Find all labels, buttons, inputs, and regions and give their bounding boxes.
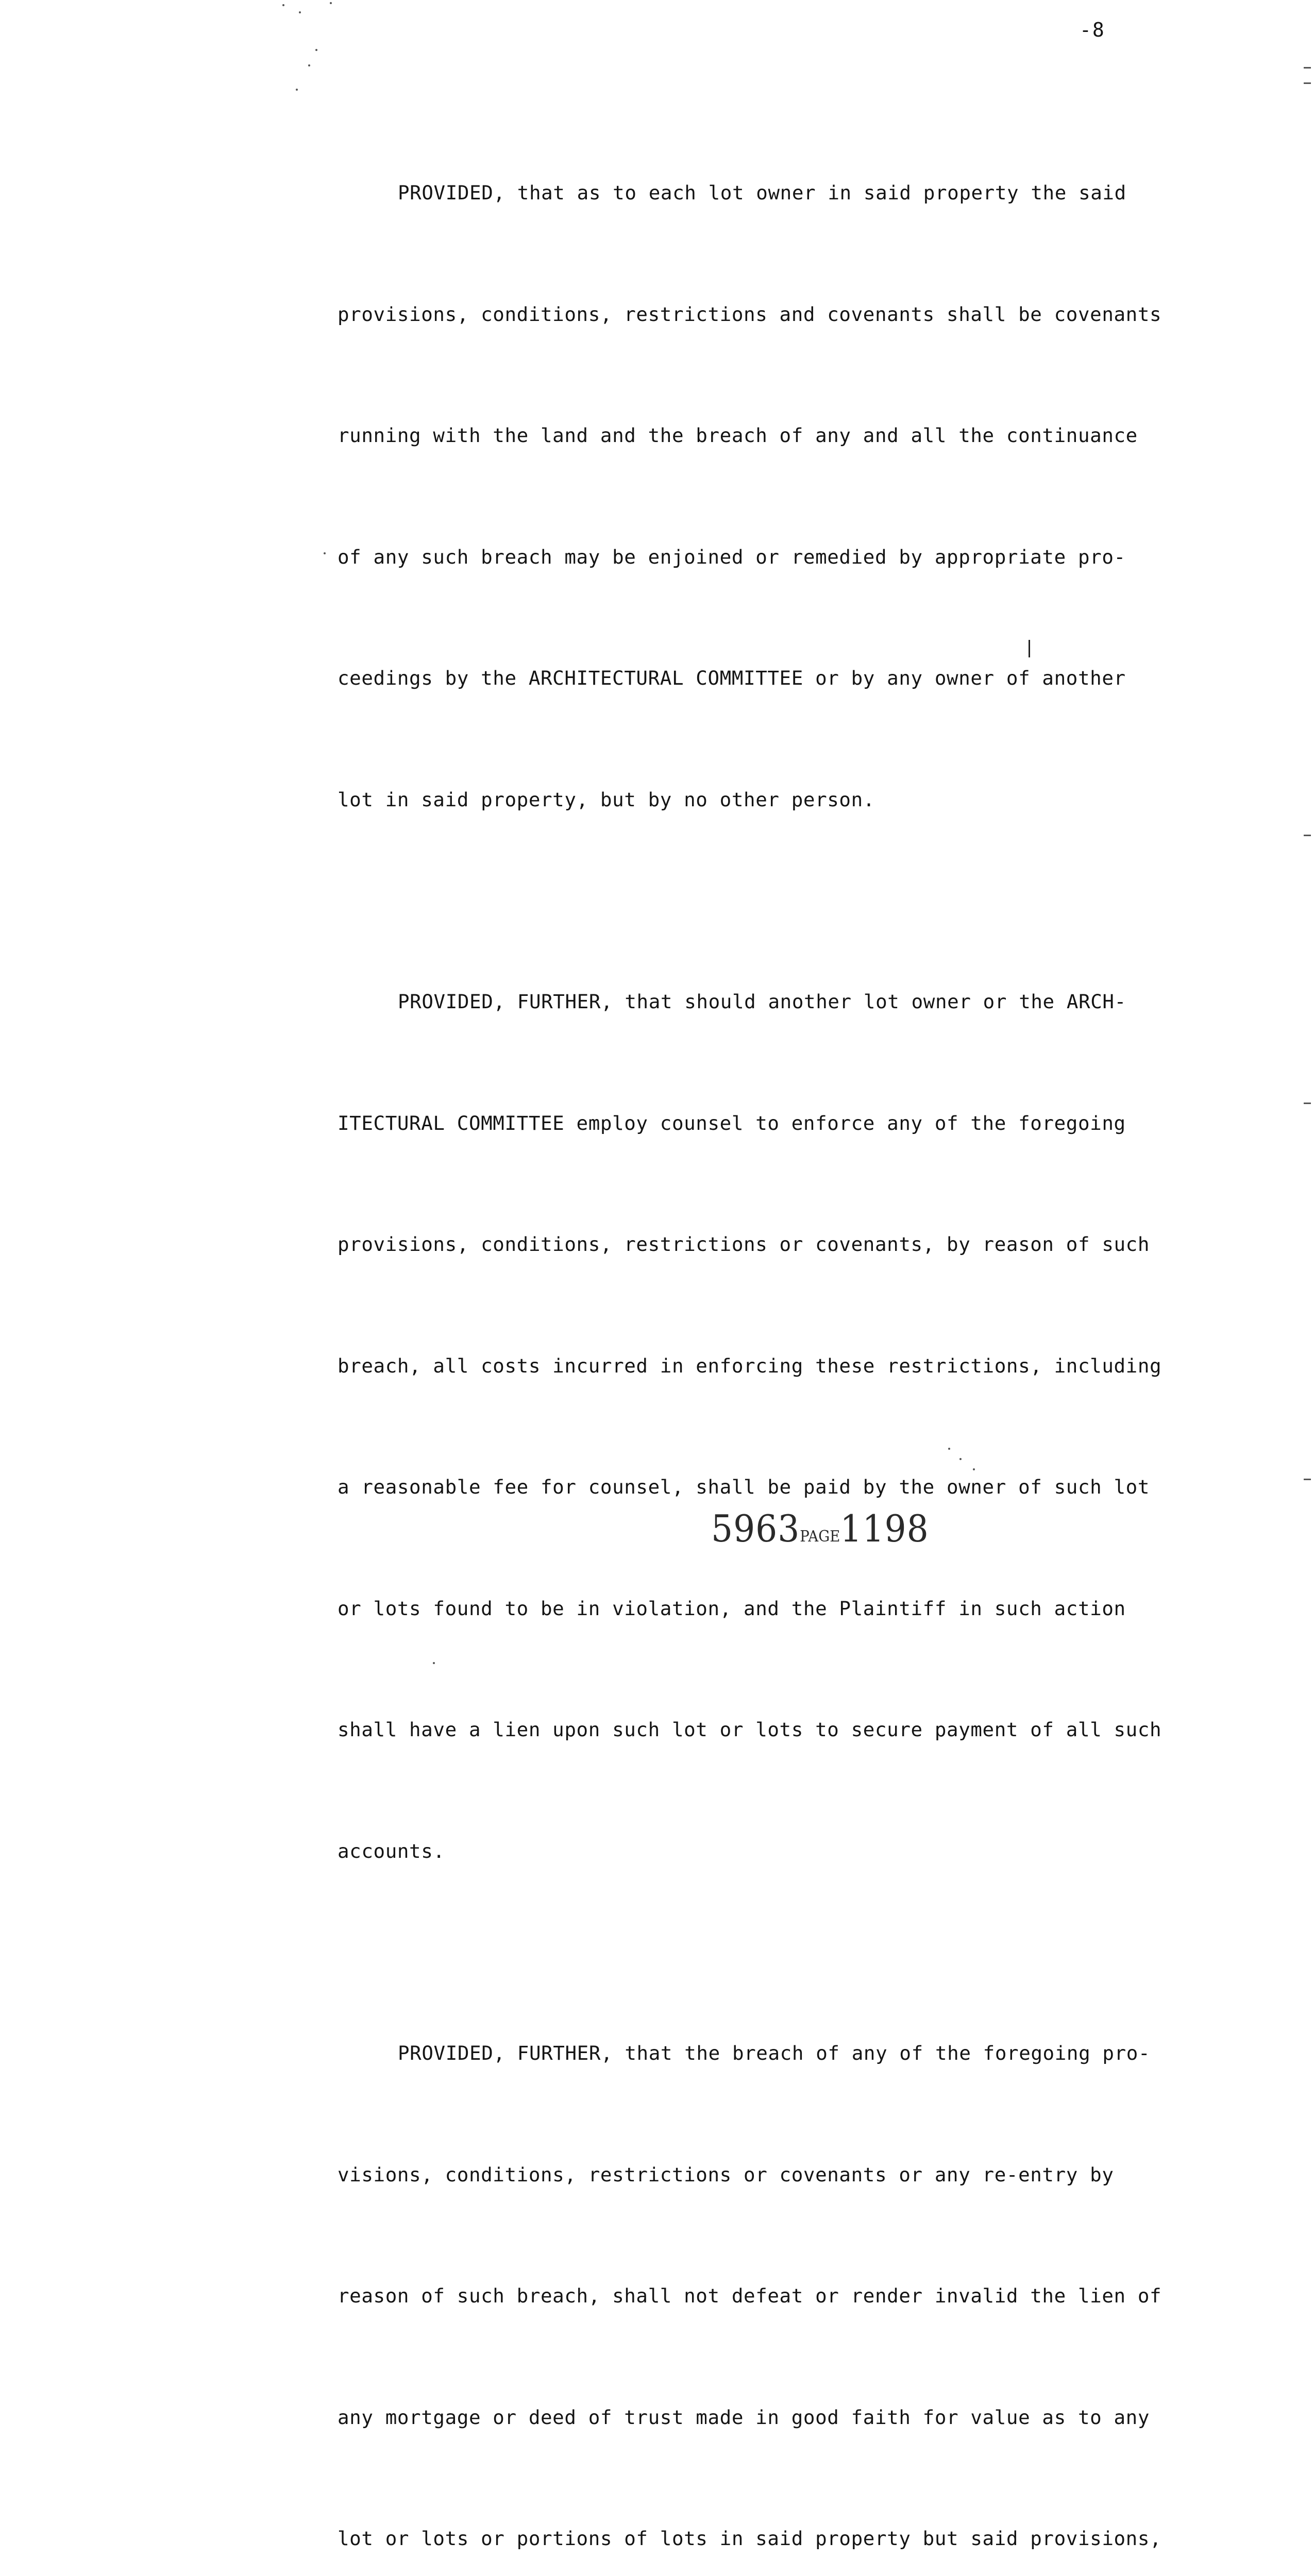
text-line: a reasonable fee for counsel, shall be paid by the owner of such lot [338, 1476, 1150, 1498]
edge-mark [1304, 1103, 1311, 1104]
text-line: PROVIDED, that as to each lot owner in said property the said [398, 181, 1126, 204]
edge-mark [1304, 82, 1311, 84]
text-line: any mortgage or deed of trust made in good faith for value as to any [338, 2405, 1150, 2429]
text-line: lot or lots or portions of lots in said property but said provisions, [338, 2527, 1162, 2550]
scan-speck [948, 1448, 950, 1450]
stray-mark [1029, 640, 1030, 657]
recording-stamp [711, 1507, 929, 1550]
text-line: accounts. [338, 1839, 445, 1862]
text-line: breach, all costs incurred in enforcing these restrictions, including [338, 1354, 1162, 1377]
edge-mark [1304, 835, 1311, 836]
scan-speck [296, 89, 298, 91]
document-body [338, 92, 1237, 2576]
scan-speck [959, 1458, 962, 1460]
scan-speck [308, 64, 310, 66]
page-number: -8 [1080, 19, 1105, 41]
edge-mark [1304, 67, 1311, 69]
paragraph-lot-owner-covenants [338, 92, 1237, 901]
text-line: provisions, conditions, restrictions or covenants, by reason of such [338, 1233, 1150, 1256]
text-line: or lots found to be in violation, and the Plaintiff in such action [338, 1597, 1126, 1620]
scan-speck [330, 2, 332, 4]
scan-speck [299, 11, 301, 13]
text-line: visions, conditions, restrictions or covenants or any re-entry by [338, 2163, 1114, 2186]
text-line: lot in said property, but by no other person. [338, 788, 875, 811]
text-line: PROVIDED, FURTHER, that the breach of any of the foregoing pro- [398, 2042, 1151, 2064]
scan-speck [324, 552, 326, 554]
stamp-page-label: PAGE [800, 1528, 840, 1546]
text-line: ITECTURAL COMMITTEE employ counsel to enforce any of the foregoing [338, 1111, 1126, 1134]
scan-speck [433, 1662, 435, 1664]
scan-speck [282, 4, 284, 6]
text-line: provisions, conditions, restrictions and covenants shall be covenants [338, 302, 1162, 326]
paragraph-mortgage-lien [338, 1952, 1237, 2576]
stamp-page-number: 1198 [840, 1507, 929, 1550]
text-line: ceedings by the ARCHITECTURAL COMMITTEE or by any owner of another [338, 667, 1126, 689]
paragraph-enforcement-costs [338, 901, 1237, 1952]
text-line: of any such breach may be enjoined or remedied by appropriate pro- [338, 545, 1126, 568]
scan-speck [315, 49, 317, 51]
stamp-book-number: 5963 [711, 1507, 800, 1550]
text-line: shall have a lien upon such lot or lots to secure payment of all such [338, 1718, 1162, 1741]
scan-speck [973, 1468, 975, 1470]
text-line: running with the land and the breach of any and all the continuance [338, 424, 1138, 447]
edge-mark [1304, 1479, 1311, 1480]
text-line: reason of such breach, shall not defeat or render invalid the lien of [338, 2284, 1162, 2307]
text-line: PROVIDED, FURTHER, that should another lot owner or the ARCH- [398, 990, 1126, 1013]
